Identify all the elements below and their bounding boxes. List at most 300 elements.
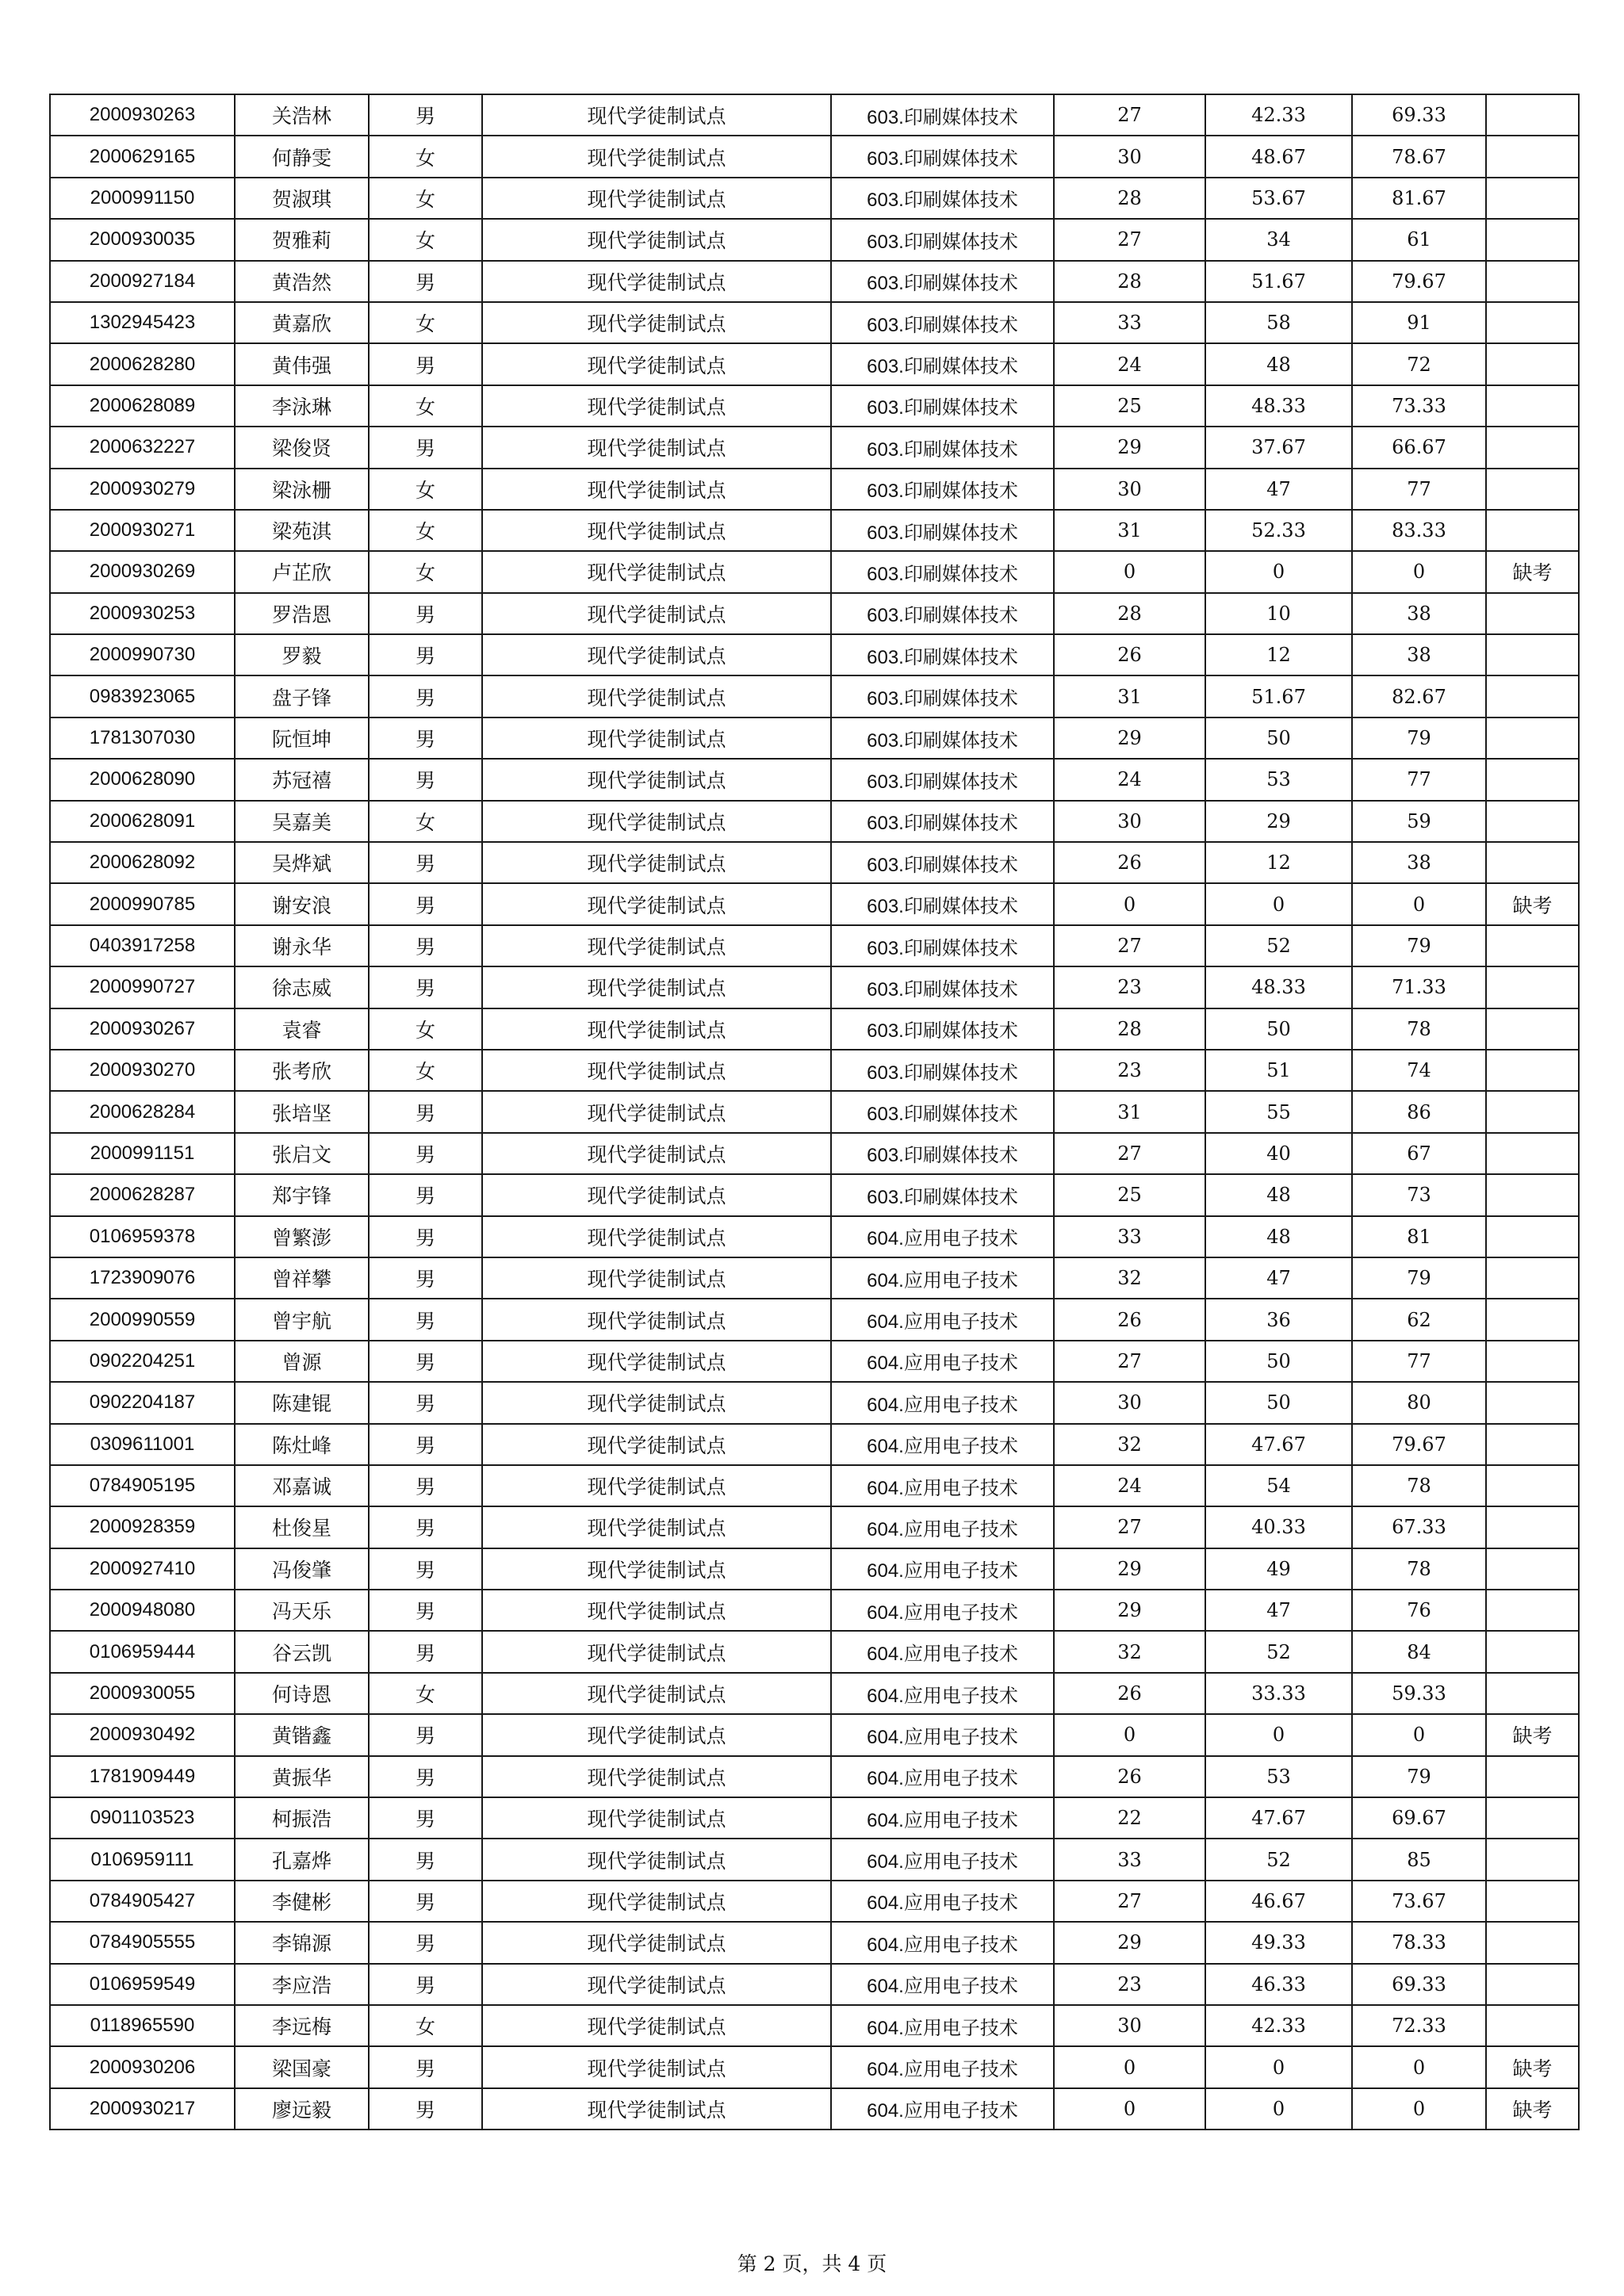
total-score-cell: 69.33 bbox=[1352, 1964, 1486, 2005]
gender-cell: 女 bbox=[369, 178, 482, 219]
table-row bbox=[50, 1174, 1579, 1215]
gender-cell: 男 bbox=[369, 2046, 482, 2087]
remark-cell bbox=[1486, 925, 1579, 966]
score-1-cell: 0 bbox=[1054, 2088, 1205, 2130]
gender-cell: 男 bbox=[369, 1797, 482, 1839]
table-row bbox=[50, 593, 1579, 634]
score-2-cell: 50 bbox=[1205, 1382, 1352, 1423]
program-type-cell: 现代学徒制试点 bbox=[482, 551, 831, 592]
score-1-cell: 29 bbox=[1054, 427, 1205, 468]
remark-cell bbox=[1486, 634, 1579, 675]
table-row bbox=[50, 94, 1579, 136]
major-cell: 603.印刷媒体技术 bbox=[831, 427, 1054, 468]
score-2-cell: 48.67 bbox=[1205, 136, 1352, 177]
program-type-cell: 现代学徒制试点 bbox=[482, 966, 831, 1008]
table-row bbox=[50, 469, 1579, 510]
student-name-cell: 徐志威 bbox=[235, 966, 369, 1008]
score-1-cell: 29 bbox=[1054, 1922, 1205, 1963]
score-2-cell: 47 bbox=[1205, 1257, 1352, 1299]
total-score-cell: 78.67 bbox=[1352, 136, 1486, 177]
remark-cell bbox=[1486, 759, 1579, 800]
remark-cell bbox=[1486, 1424, 1579, 1465]
program-type-cell: 现代学徒制试点 bbox=[482, 1714, 831, 1755]
table-row bbox=[50, 2088, 1579, 2130]
score-2-cell: 49 bbox=[1205, 1548, 1352, 1590]
remark-cell bbox=[1486, 1257, 1579, 1299]
score-1-cell: 33 bbox=[1054, 1216, 1205, 1257]
table-row bbox=[50, 178, 1579, 219]
total-score-cell: 91 bbox=[1352, 302, 1486, 343]
score-2-cell: 48.33 bbox=[1205, 966, 1352, 1008]
table-row bbox=[50, 1299, 1579, 1340]
remark-cell: 缺考 bbox=[1486, 551, 1579, 592]
total-score-cell: 62 bbox=[1352, 1299, 1486, 1340]
score-1-cell: 27 bbox=[1054, 1881, 1205, 1922]
remark-cell: 缺考 bbox=[1486, 2088, 1579, 2130]
gender-cell: 男 bbox=[369, 842, 482, 883]
score-1-cell: 27 bbox=[1054, 925, 1205, 966]
remark-cell bbox=[1486, 1008, 1579, 1050]
gender-cell: 男 bbox=[369, 261, 482, 302]
student-name-cell: 李锦源 bbox=[235, 1922, 369, 1963]
score-2-cell: 48 bbox=[1205, 343, 1352, 385]
score-1-cell: 31 bbox=[1054, 510, 1205, 551]
total-score-cell: 79.67 bbox=[1352, 261, 1486, 302]
student-name-cell: 孔嘉烨 bbox=[235, 1839, 369, 1880]
major-cell: 604.应用电子技术 bbox=[831, 1839, 1054, 1880]
student-name-cell: 谷云凯 bbox=[235, 1631, 369, 1672]
score-2-cell: 0 bbox=[1205, 1714, 1352, 1755]
gender-cell: 女 bbox=[369, 1008, 482, 1050]
student-name-cell: 冯天乐 bbox=[235, 1590, 369, 1631]
score-2-cell: 37.67 bbox=[1205, 427, 1352, 468]
total-score-cell: 69.33 bbox=[1352, 94, 1486, 136]
major-cell: 603.印刷媒体技术 bbox=[831, 136, 1054, 177]
remark-cell bbox=[1486, 1465, 1579, 1506]
program-type-cell: 现代学徒制试点 bbox=[482, 2005, 831, 2046]
total-score-cell: 78 bbox=[1352, 1465, 1486, 1506]
major-cell: 603.印刷媒体技术 bbox=[831, 1133, 1054, 1174]
score-1-cell: 28 bbox=[1054, 261, 1205, 302]
score-1-cell: 0 bbox=[1054, 883, 1205, 924]
remark-cell bbox=[1486, 1299, 1579, 1340]
gender-cell: 男 bbox=[369, 1881, 482, 1922]
program-type-cell: 现代学徒制试点 bbox=[482, 883, 831, 924]
program-type-cell: 现代学徒制试点 bbox=[482, 675, 831, 717]
remark-cell bbox=[1486, 801, 1579, 842]
table-row bbox=[50, 1548, 1579, 1590]
total-score-cell: 61 bbox=[1352, 219, 1486, 260]
student-id-cell: 2000930055 bbox=[50, 1673, 235, 1714]
score-1-cell: 26 bbox=[1054, 1299, 1205, 1340]
score-2-cell: 10 bbox=[1205, 593, 1352, 634]
program-type-cell: 现代学徒制试点 bbox=[482, 1341, 831, 1382]
score-2-cell: 29 bbox=[1205, 801, 1352, 842]
program-type-cell: 现代学徒制试点 bbox=[482, 1922, 831, 1963]
total-score-cell: 77 bbox=[1352, 469, 1486, 510]
student-id-cell: 2000930035 bbox=[50, 219, 235, 260]
student-id-cell: 2000628280 bbox=[50, 343, 235, 385]
major-cell: 604.应用电子技术 bbox=[831, 1590, 1054, 1631]
remark-cell bbox=[1486, 1174, 1579, 1215]
student-id-cell: 2000930263 bbox=[50, 94, 235, 136]
score-2-cell: 53 bbox=[1205, 759, 1352, 800]
gender-cell: 女 bbox=[369, 219, 482, 260]
table-row bbox=[50, 1714, 1579, 1755]
remark-cell bbox=[1486, 593, 1579, 634]
program-type-cell: 现代学徒制试点 bbox=[482, 1756, 831, 1797]
table-row bbox=[50, 551, 1579, 592]
student-id-cell: 0118965590 bbox=[50, 2005, 235, 2046]
major-cell: 603.印刷媒体技术 bbox=[831, 1174, 1054, 1215]
program-type-cell: 现代学徒制试点 bbox=[482, 1839, 831, 1880]
program-type-cell: 现代学徒制试点 bbox=[482, 1299, 831, 1340]
remark-cell bbox=[1486, 261, 1579, 302]
major-cell: 604.应用电子技术 bbox=[831, 1964, 1054, 2005]
student-name-cell: 谢永华 bbox=[235, 925, 369, 966]
student-name-cell: 黄伟强 bbox=[235, 343, 369, 385]
gender-cell: 女 bbox=[369, 136, 482, 177]
score-2-cell: 48 bbox=[1205, 1174, 1352, 1215]
total-score-cell: 76 bbox=[1352, 1590, 1486, 1631]
score-2-cell: 51.67 bbox=[1205, 261, 1352, 302]
table-row bbox=[50, 427, 1579, 468]
student-name-cell: 曾源 bbox=[235, 1341, 369, 1382]
student-id-cell: 2000628284 bbox=[50, 1091, 235, 1132]
program-type-cell: 现代学徒制试点 bbox=[482, 261, 831, 302]
gender-cell: 女 bbox=[369, 551, 482, 592]
student-name-cell: 袁睿 bbox=[235, 1008, 369, 1050]
remark-cell bbox=[1486, 1797, 1579, 1839]
gender-cell: 男 bbox=[369, 1922, 482, 1963]
student-id-cell: 2000930253 bbox=[50, 593, 235, 634]
total-score-cell: 59.33 bbox=[1352, 1673, 1486, 1714]
total-score-cell: 80 bbox=[1352, 1382, 1486, 1423]
score-1-cell: 29 bbox=[1054, 1590, 1205, 1631]
remark-cell bbox=[1486, 178, 1579, 219]
remark-cell bbox=[1486, 136, 1579, 177]
remark-cell bbox=[1486, 1506, 1579, 1548]
student-id-cell: 2000927410 bbox=[50, 1548, 235, 1590]
score-1-cell: 33 bbox=[1054, 302, 1205, 343]
student-name-cell: 黄振华 bbox=[235, 1756, 369, 1797]
table-row bbox=[50, 1590, 1579, 1631]
program-type-cell: 现代学徒制试点 bbox=[482, 1964, 831, 2005]
score-1-cell: 0 bbox=[1054, 551, 1205, 592]
table-row bbox=[50, 1465, 1579, 1506]
student-name-cell: 梁苑淇 bbox=[235, 510, 369, 551]
remark-cell bbox=[1486, 469, 1579, 510]
remark-cell: 缺考 bbox=[1486, 1714, 1579, 1755]
gender-cell: 男 bbox=[369, 966, 482, 1008]
score-1-cell: 30 bbox=[1054, 136, 1205, 177]
table-row bbox=[50, 842, 1579, 883]
student-id-cell: 1723909076 bbox=[50, 1257, 235, 1299]
gender-cell: 男 bbox=[369, 2088, 482, 2130]
major-cell: 604.应用电子技术 bbox=[831, 1673, 1054, 1714]
score-2-cell: 0 bbox=[1205, 551, 1352, 592]
student-id-cell: 2000628089 bbox=[50, 385, 235, 427]
score-1-cell: 28 bbox=[1054, 1008, 1205, 1050]
gender-cell: 男 bbox=[369, 634, 482, 675]
major-cell: 603.印刷媒体技术 bbox=[831, 925, 1054, 966]
table-row bbox=[50, 1341, 1579, 1382]
total-score-cell: 0 bbox=[1352, 883, 1486, 924]
score-2-cell: 47.67 bbox=[1205, 1424, 1352, 1465]
gender-cell: 男 bbox=[369, 1382, 482, 1423]
student-name-cell: 曾繁澎 bbox=[235, 1216, 369, 1257]
major-cell: 604.应用电子技术 bbox=[831, 1714, 1054, 1755]
score-2-cell: 48 bbox=[1205, 1216, 1352, 1257]
table-row bbox=[50, 966, 1579, 1008]
student-id-cell: 2000930269 bbox=[50, 551, 235, 592]
program-type-cell: 现代学徒制试点 bbox=[482, 1382, 831, 1423]
student-id-cell: 2000948080 bbox=[50, 1590, 235, 1631]
score-2-cell: 51.67 bbox=[1205, 675, 1352, 717]
score-2-cell: 40.33 bbox=[1205, 1506, 1352, 1548]
major-cell: 604.应用电子技术 bbox=[831, 2088, 1054, 2130]
score-2-cell: 48.33 bbox=[1205, 385, 1352, 427]
major-cell: 603.印刷媒体技术 bbox=[831, 801, 1054, 842]
gender-cell: 男 bbox=[369, 1506, 482, 1548]
score-2-cell: 40 bbox=[1205, 1133, 1352, 1174]
gender-cell: 男 bbox=[369, 1299, 482, 1340]
table-row bbox=[50, 718, 1579, 759]
score-1-cell: 28 bbox=[1054, 593, 1205, 634]
remark-cell bbox=[1486, 94, 1579, 136]
student-name-cell: 谢安浪 bbox=[235, 883, 369, 924]
score-2-cell: 50 bbox=[1205, 1341, 1352, 1382]
student-id-cell: 0784905555 bbox=[50, 1922, 235, 1963]
student-name-cell: 贺雅莉 bbox=[235, 219, 369, 260]
program-type-cell: 现代学徒制试点 bbox=[482, 593, 831, 634]
score-2-cell: 53 bbox=[1205, 1756, 1352, 1797]
table-row bbox=[50, 675, 1579, 717]
total-score-cell: 77 bbox=[1352, 1341, 1486, 1382]
gender-cell: 男 bbox=[369, 427, 482, 468]
student-id-cell: 2000990727 bbox=[50, 966, 235, 1008]
student-name-cell: 柯振浩 bbox=[235, 1797, 369, 1839]
program-type-cell: 现代学徒制试点 bbox=[482, 343, 831, 385]
student-name-cell: 李应浩 bbox=[235, 1964, 369, 2005]
score-1-cell: 24 bbox=[1054, 1465, 1205, 1506]
program-type-cell: 现代学徒制试点 bbox=[482, 759, 831, 800]
score-1-cell: 23 bbox=[1054, 1050, 1205, 1091]
score-table-body bbox=[50, 94, 1579, 2130]
total-score-cell: 69.67 bbox=[1352, 1797, 1486, 1839]
student-id-cell: 0106959378 bbox=[50, 1216, 235, 1257]
total-score-cell: 81 bbox=[1352, 1216, 1486, 1257]
total-score-cell: 66.67 bbox=[1352, 427, 1486, 468]
gender-cell: 男 bbox=[369, 1257, 482, 1299]
table-row bbox=[50, 1257, 1579, 1299]
table-row bbox=[50, 1050, 1579, 1091]
score-1-cell: 29 bbox=[1054, 1548, 1205, 1590]
total-score-cell: 38 bbox=[1352, 634, 1486, 675]
student-id-cell: 0309611001 bbox=[50, 1424, 235, 1465]
major-cell: 604.应用电子技术 bbox=[831, 1797, 1054, 1839]
table-row bbox=[50, 925, 1579, 966]
remark-cell bbox=[1486, 1548, 1579, 1590]
major-cell: 604.应用电子技术 bbox=[831, 1465, 1054, 1506]
major-cell: 603.印刷媒体技术 bbox=[831, 883, 1054, 924]
program-type-cell: 现代学徒制试点 bbox=[482, 1216, 831, 1257]
score-1-cell: 23 bbox=[1054, 966, 1205, 1008]
student-name-cell: 梁国豪 bbox=[235, 2046, 369, 2087]
program-type-cell: 现代学徒制试点 bbox=[482, 1506, 831, 1548]
student-id-cell: 0902204251 bbox=[50, 1341, 235, 1382]
student-name-cell: 陈灶峰 bbox=[235, 1424, 369, 1465]
remark-cell bbox=[1486, 510, 1579, 551]
student-name-cell: 梁泳栅 bbox=[235, 469, 369, 510]
score-1-cell: 27 bbox=[1054, 94, 1205, 136]
major-cell: 603.印刷媒体技术 bbox=[831, 385, 1054, 427]
gender-cell: 男 bbox=[369, 675, 482, 717]
score-2-cell: 52.33 bbox=[1205, 510, 1352, 551]
table-row bbox=[50, 1506, 1579, 1548]
total-score-cell: 83.33 bbox=[1352, 510, 1486, 551]
gender-cell: 男 bbox=[369, 1756, 482, 1797]
program-type-cell: 现代学徒制试点 bbox=[482, 1174, 831, 1215]
program-type-cell: 现代学徒制试点 bbox=[482, 634, 831, 675]
student-name-cell: 苏冠禧 bbox=[235, 759, 369, 800]
student-id-cell: 0784905195 bbox=[50, 1465, 235, 1506]
remark-cell bbox=[1486, 1673, 1579, 1714]
gender-cell: 男 bbox=[369, 94, 482, 136]
gender-cell: 男 bbox=[369, 1964, 482, 2005]
score-2-cell: 34 bbox=[1205, 219, 1352, 260]
program-type-cell: 现代学徒制试点 bbox=[482, 2046, 831, 2087]
program-type-cell: 现代学徒制试点 bbox=[482, 510, 831, 551]
program-type-cell: 现代学徒制试点 bbox=[482, 2088, 831, 2130]
student-name-cell: 黄浩然 bbox=[235, 261, 369, 302]
student-name-cell: 张启文 bbox=[235, 1133, 369, 1174]
remark-cell bbox=[1486, 1839, 1579, 1880]
gender-cell: 男 bbox=[369, 593, 482, 634]
student-id-cell: 1781307030 bbox=[50, 718, 235, 759]
score-1-cell: 27 bbox=[1054, 219, 1205, 260]
major-cell: 604.应用电子技术 bbox=[831, 1548, 1054, 1590]
total-score-cell: 78.33 bbox=[1352, 1922, 1486, 1963]
score-1-cell: 26 bbox=[1054, 842, 1205, 883]
total-score-cell: 85 bbox=[1352, 1839, 1486, 1880]
score-2-cell: 42.33 bbox=[1205, 94, 1352, 136]
major-cell: 603.印刷媒体技术 bbox=[831, 510, 1054, 551]
total-score-cell: 82.67 bbox=[1352, 675, 1486, 717]
major-cell: 603.印刷媒体技术 bbox=[831, 1050, 1054, 1091]
student-name-cell: 盘子锋 bbox=[235, 675, 369, 717]
remark-cell bbox=[1486, 1590, 1579, 1631]
student-id-cell: 2000990730 bbox=[50, 634, 235, 675]
student-id-cell: 1781909449 bbox=[50, 1756, 235, 1797]
score-1-cell: 0 bbox=[1054, 1714, 1205, 1755]
student-id-cell: 1302945423 bbox=[50, 302, 235, 343]
student-name-cell: 李远梅 bbox=[235, 2005, 369, 2046]
program-type-cell: 现代学徒制试点 bbox=[482, 1673, 831, 1714]
remark-cell bbox=[1486, 842, 1579, 883]
major-cell: 604.应用电子技术 bbox=[831, 1216, 1054, 1257]
gender-cell: 男 bbox=[369, 343, 482, 385]
student-name-cell: 吴嘉美 bbox=[235, 801, 369, 842]
major-cell: 604.应用电子技术 bbox=[831, 2005, 1054, 2046]
total-score-cell: 79.67 bbox=[1352, 1424, 1486, 1465]
program-type-cell: 现代学徒制试点 bbox=[482, 136, 831, 177]
remark-cell bbox=[1486, 1964, 1579, 2005]
student-name-cell: 黄嘉欣 bbox=[235, 302, 369, 343]
student-name-cell: 曾祥攀 bbox=[235, 1257, 369, 1299]
total-score-cell: 73.33 bbox=[1352, 385, 1486, 427]
student-name-cell: 曾宇航 bbox=[235, 1299, 369, 1340]
major-cell: 604.应用电子技术 bbox=[831, 1382, 1054, 1423]
student-id-cell: 0902204187 bbox=[50, 1382, 235, 1423]
remark-cell bbox=[1486, 1091, 1579, 1132]
major-cell: 603.印刷媒体技术 bbox=[831, 1091, 1054, 1132]
student-name-cell: 罗浩恩 bbox=[235, 593, 369, 634]
remark-cell bbox=[1486, 966, 1579, 1008]
student-name-cell: 李健彬 bbox=[235, 1881, 369, 1922]
program-type-cell: 现代学徒制试点 bbox=[482, 1590, 831, 1631]
total-score-cell: 79 bbox=[1352, 925, 1486, 966]
table-row bbox=[50, 2046, 1579, 2087]
gender-cell: 男 bbox=[369, 1133, 482, 1174]
score-1-cell: 31 bbox=[1054, 1091, 1205, 1132]
student-id-cell: 0403917258 bbox=[50, 925, 235, 966]
student-name-cell: 冯俊肇 bbox=[235, 1548, 369, 1590]
program-type-cell: 现代学徒制试点 bbox=[482, 469, 831, 510]
score-2-cell: 55 bbox=[1205, 1091, 1352, 1132]
score-1-cell: 31 bbox=[1054, 675, 1205, 717]
total-score-cell: 79 bbox=[1352, 1257, 1486, 1299]
program-type-cell: 现代学徒制试点 bbox=[482, 1257, 831, 1299]
student-name-cell: 阮恒坤 bbox=[235, 718, 369, 759]
score-2-cell: 54 bbox=[1205, 1465, 1352, 1506]
program-type-cell: 现代学徒制试点 bbox=[482, 842, 831, 883]
remark-cell: 缺考 bbox=[1486, 2046, 1579, 2087]
score-1-cell: 0 bbox=[1054, 2046, 1205, 2087]
major-cell: 603.印刷媒体技术 bbox=[831, 551, 1054, 592]
program-type-cell: 现代学徒制试点 bbox=[482, 1424, 831, 1465]
table-row bbox=[50, 1382, 1579, 1423]
major-cell: 604.应用电子技术 bbox=[831, 1631, 1054, 1672]
student-name-cell: 杜俊星 bbox=[235, 1506, 369, 1548]
student-name-cell: 张考欣 bbox=[235, 1050, 369, 1091]
table-row bbox=[50, 343, 1579, 385]
major-cell: 603.印刷媒体技术 bbox=[831, 261, 1054, 302]
total-score-cell: 79 bbox=[1352, 1756, 1486, 1797]
total-score-cell: 84 bbox=[1352, 1631, 1486, 1672]
page-number-footer: 第 2 页，共 4 页 bbox=[737, 2252, 887, 2275]
student-id-cell: 2000628092 bbox=[50, 842, 235, 883]
student-id-cell: 2000628287 bbox=[50, 1174, 235, 1215]
program-type-cell: 现代学徒制试点 bbox=[482, 1465, 831, 1506]
student-name-cell: 廖远毅 bbox=[235, 2088, 369, 2130]
table-row bbox=[50, 2005, 1579, 2046]
gender-cell: 男 bbox=[369, 925, 482, 966]
program-type-cell: 现代学徒制试点 bbox=[482, 219, 831, 260]
score-1-cell: 30 bbox=[1054, 469, 1205, 510]
student-name-cell: 卢芷欣 bbox=[235, 551, 369, 592]
score-1-cell: 26 bbox=[1054, 1673, 1205, 1714]
major-cell: 603.印刷媒体技术 bbox=[831, 469, 1054, 510]
score-1-cell: 24 bbox=[1054, 343, 1205, 385]
score-2-cell: 52 bbox=[1205, 925, 1352, 966]
table-row bbox=[50, 1216, 1579, 1257]
program-type-cell: 现代学徒制试点 bbox=[482, 1008, 831, 1050]
student-id-cell: 2000991151 bbox=[50, 1133, 235, 1174]
major-cell: 603.印刷媒体技术 bbox=[831, 675, 1054, 717]
gender-cell: 男 bbox=[369, 718, 482, 759]
student-id-cell: 2000930217 bbox=[50, 2088, 235, 2130]
